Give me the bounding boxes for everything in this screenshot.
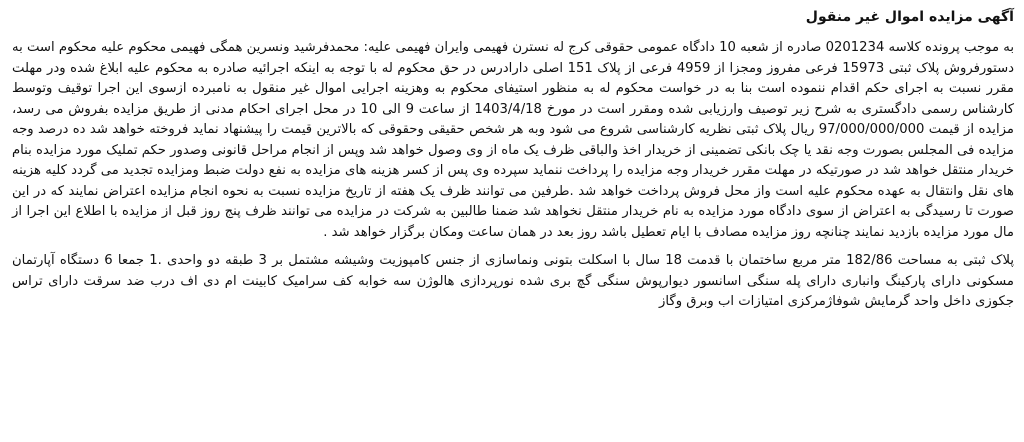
paragraph-divider [12,243,1014,251]
notice-paragraph-main: به موجب پرونده کلاسه 0201234 صادره از شعبه 10 دادگاه عمومی حقوقی کرج له نسترن فهیمی وایران فهیمی علیه: محمدفرشید ونسرین همگی فهیمی محکوم علیه محکوم است به دستورفروش پلاک ثبتی 15973 فرعی مفروز ومجزا از 4959 فرعی از پلاک 151 اصلی دارادرس در حق محکوم له با توجه به اینکه اجرائیه صادره به محکوم علیه ابلاغ شده ودر مهلت مقرر نسبت به اجرای حکم اقدام ننموده است بنا به در خواست محکوم له به منظور استیفای محکوم به وهزینه اجرایی اموال غیر منقول به نامبرده ازسوی این اجرا توقیف وتوسط کارشناس رسمی دادگستری به شرح زیر توصیف وارزیابی شده ومقرر است در مورخ 1403/4/18 از ساعت 9 الی 10 در محل اجرای احکام مدنی از طریق مزایده بفروش می رسد، مزایده از قیمت 97/000/000/000 ریال پلاک ثبتی نظریه کارشناسی شروع می شود وبه هر شخص حقیقی وحقوقی که بالاترین قیمت را پیشنهاد نماید فروخته خواهد شد ده درصد وجه مزایده فی المجلس بصورت وجه نقد یا چک بانکی تضمینی از خریدار اخذ والباقی ظرف یک ماه از وی وصول خواهد شد وپس از انجام مراحل قانونی وصدور حکم تملیک مورد مزایده بنام خریدار منتقل خواهد شد در صورتیکه در مهلت مقرر خریدار وجه مزایده را پرداخت ننماید سپرده وی پس از کسر هزینه های مزایده به نفع دولت ضبط ومزایده تجدید می گردد کلیه هزینه های نقل وانتقال به عهده محکوم علیه است واز محل فروش پرداخت خواهد شد .طرفین می توانند ظرف یک هفته از تاریخ مزایده نسبت به نحوه انجام مزایده اعتراض نمایند که در این صورت تا رسیدگی به اعتراض از سوی دادگاه مورد مزایده به نام خریدار منتقل نخواهد شد ضمنا طالبین به شرکت در مزایده می توانند ظرف پنج روز قبل از مزایده با اطلاع این اجرا از مال مورد مزایده بازدید نمایند چنانچه روز مزایده مصادف با ایام تعطیل باشد روز بعد در همان ساعت ومکان برگزار خواهد شد . [12,40,1015,240]
notice-title: آگهی مزایده اموال غیر منقول [805,9,1014,25]
notice-paragraph-property: پلاک ثبتی به مساحت 182/86 متر مربع ساختمان با قدمت 18 سال با اسکلت بتونی ونماسازی از جنس کامپوزیت وشیشه مشتمل بر 3 طبقه دو واحدی .1 جمعا 6 دستگاه آپارتمان مسکونی دارای پارکینگ وانباری دارای پله سنگی اسانسور دیوارپوش سنگی گچ بری شده نورپردازی هالوژن سه خوابه کف سرامیک کابینت ام دی اف درب ضد سرقت دارای تراس جکوزی داخل واحد گرمایش شوفاژمرکزی امتیازات اب وبرق وگاز [12,253,1015,309]
